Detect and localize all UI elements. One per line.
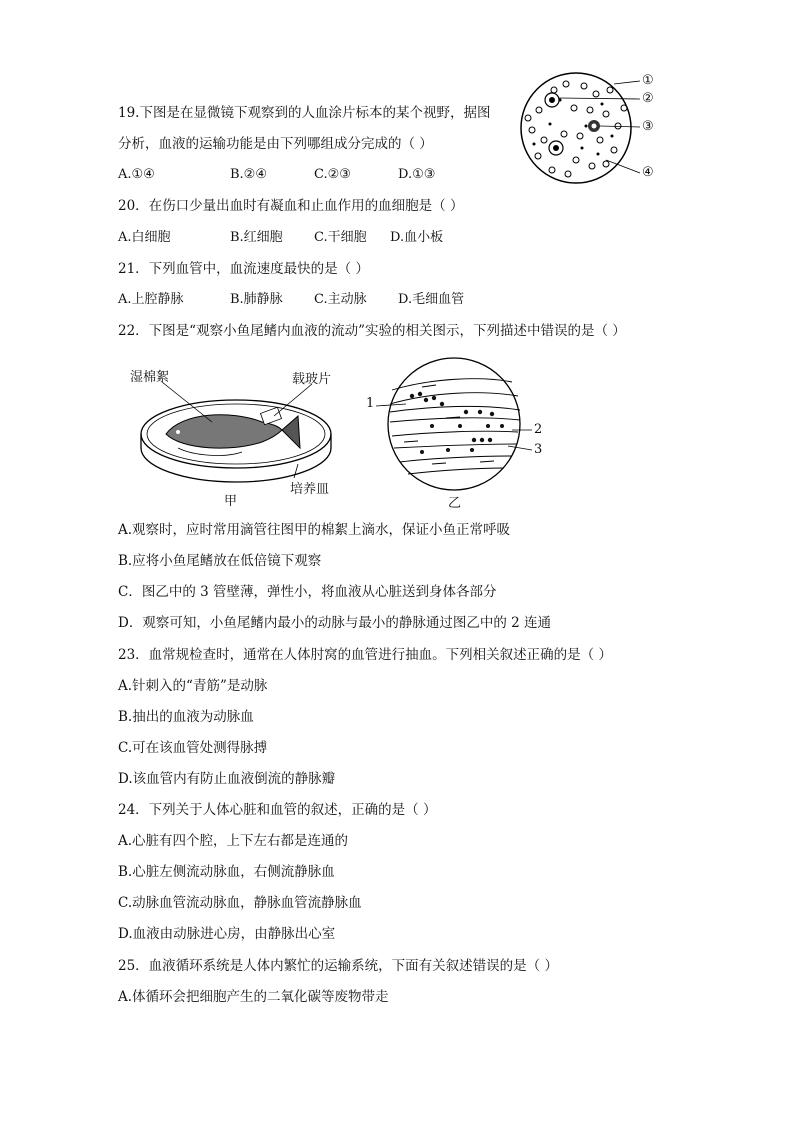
q19-option-a: A.①④ [118, 167, 155, 182]
q22-option-d: D．观察可知，小鱼尾鳍内最小的动脉与最小的静脉通过图乙中的 2 连通 [118, 615, 551, 631]
q23-option-b: B.抽出的血液为动脉血 [118, 709, 254, 725]
q19-option-c: C.②③ [314, 167, 351, 182]
q22-option-b: B.应将小鱼尾鳍放在低倍镜下观察 [118, 553, 322, 569]
q21-stem: 21．下列血管中，血流速度最快的是（ ） [118, 261, 369, 277]
q23-option-d: D.该血管内有防止血液倒流的静脉瓣 [118, 771, 336, 787]
smear-label-2: ② [642, 91, 654, 106]
q24-option-b: B.心脏左侧流动脉血，右侧流静脉血 [118, 864, 335, 880]
q20-option-a: A.白细胞 [118, 230, 171, 245]
q24-option-a: A.心脏有四个腔，上下左右都是连通的 [118, 833, 349, 849]
q19-stem-line1: 19.下图是在显微镜下观察到的人血涂片标本的某个视野，据图 [118, 105, 491, 121]
fish-figure-caption: 甲 [224, 494, 238, 509]
fish-label-dish: 培养皿 [290, 482, 330, 497]
q21-option-b: B.肺静脉 [230, 292, 283, 307]
q24-stem: 24．下列关于人体心脏和血管的叙述，正确的是（ ） [118, 802, 437, 818]
q20-option-d: D.血小板 [390, 230, 444, 245]
q22-option-c: C．图乙中的 3 管壁薄，弹性小，将血液从心脏送到身体各部分 [118, 584, 497, 600]
vessel-label-1: 1 [366, 396, 375, 411]
q21-option-a: A.上腔静脉 [118, 292, 184, 307]
fish-label-slide: 载玻片 [292, 372, 332, 387]
q23-option-a: A.针刺入的“青筋”是动脉 [118, 678, 268, 694]
vessel-microscope-figure [362, 352, 552, 512]
smear-label-3: ③ [642, 119, 654, 134]
q19-option-d: D.①③ [398, 167, 436, 182]
q20-option-b: B.红细胞 [230, 230, 283, 245]
q25-option-a: A.体循环会把细胞产生的二氧化碳等废物带走 [118, 989, 389, 1005]
q25-stem: 25．血液循环系统是人体内繁忙的运输系统，下面有关叙述错误的是（ ） [118, 958, 558, 974]
vessel-figure-caption: 乙 [448, 496, 462, 511]
q23-option-c: C.可在该血管处测得脉搏 [118, 740, 268, 756]
q23-stem: 23．血常规检查时，通常在人体肘窝的血管进行抽血。下列相关叙述正确的是（ ） [118, 647, 612, 663]
q20-stem: 20．在伤口少量出血时有凝血和止血作用的血细胞是（ ） [118, 198, 464, 214]
fish-dish-figure [122, 352, 350, 512]
fish-label-cotton: 湿棉絮 [130, 370, 170, 385]
blood-smear-figure [514, 70, 674, 188]
q19-option-b: B.②④ [230, 167, 267, 182]
q22-stem: 22．下图是“观察小鱼尾鳍内血液的流动”实验的相关图示，下列描述中错误的是（ ） [118, 323, 626, 339]
smear-label-4: ④ [642, 165, 654, 180]
vessel-label-3: 3 [534, 442, 543, 457]
q20-option-c: C.干细胞 [314, 230, 367, 245]
vessel-label-2: 2 [534, 422, 543, 437]
q24-option-d: D.血液由动脉进心房，由静脉出心室 [118, 926, 336, 942]
q21-option-c: C.主动脉 [314, 292, 367, 307]
q21-option-d: D.毛细血管 [398, 292, 465, 307]
smear-label-1: ① [642, 73, 654, 88]
q22-option-a: A.观察时，应时常用滴管往图甲的棉絮上滴水，保证小鱼正常呼吸 [118, 522, 511, 538]
q19-stem-line2: 分析，血液的运输功能是由下列哪组成分完成的（ ） [118, 136, 433, 152]
q24-option-c: C.动脉血管流动脉血，静脉血管流静脉血 [118, 895, 362, 911]
